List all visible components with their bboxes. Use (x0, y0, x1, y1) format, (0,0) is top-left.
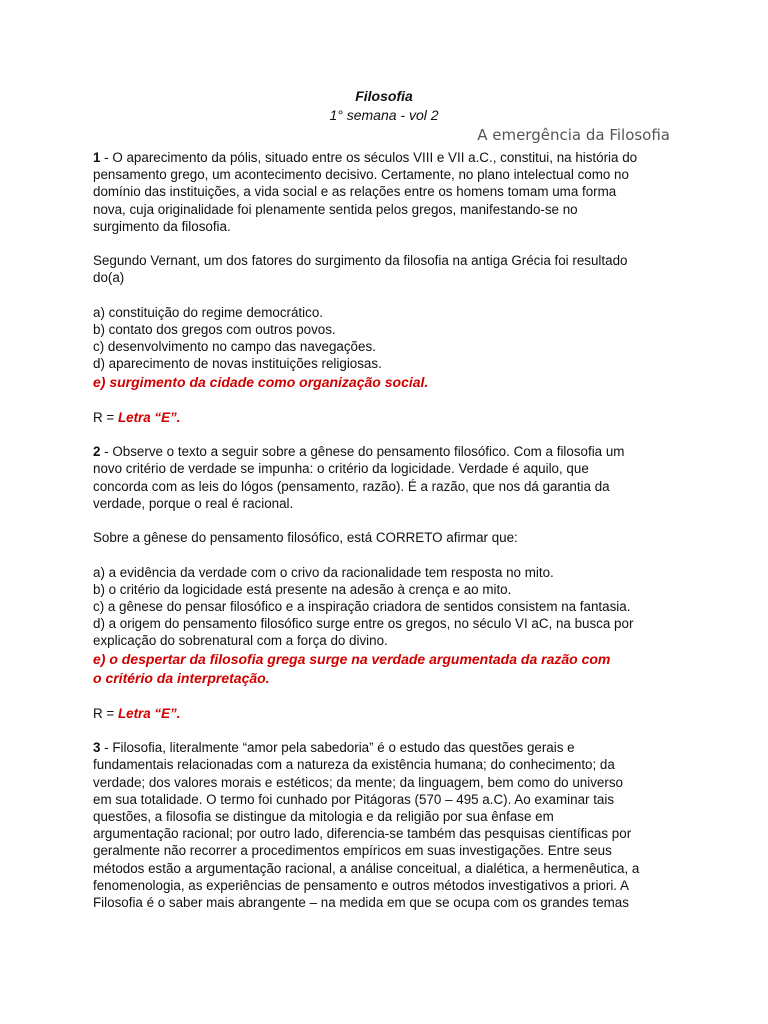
page-subtitle: 1° semana - vol 2 (329, 107, 439, 123)
q2-text-line: 2 - Observe o texto a seguir sobre a gênese do pensamento filosófico. Com a filosofia um (93, 444, 625, 460)
q1-text-line: surgimento da filosofia. (93, 218, 231, 234)
q1-text-line: pensamento grego, um acontecimento decisivo. Certamente, no plano intelectual como no (93, 167, 629, 183)
q1-option-a: a) constituição do regime democrático. (93, 304, 323, 320)
q3-text-line: métodos estão a argumentação racional, a análise conceitual, a dialética, a hermenêutica, a (93, 860, 640, 876)
q3-text-line: em sua totalidade. O termo foi cunhado por Pitágoras (570 – 495 a.C). Ao examinar tais (93, 791, 615, 807)
q3-number: 3 (93, 740, 101, 756)
q2-option-a: a) a evidência da verdade com o crivo da racionalidade tem resposta no mito. (93, 564, 554, 580)
question-1 (93, 149, 681, 443)
q2-response: R = Letra “E”. (93, 705, 181, 721)
q2-number: 2 (93, 444, 101, 460)
q3-text-line: verdade; dos valores morais e estéticos; da mente; da linguagem, bem como do universo (93, 774, 623, 790)
q1-option-c: c) desenvolvimento no campo das navegações. (93, 339, 376, 355)
q1-prompt-line: Segundo Vernant, um dos fatores do surgimento da filosofia na antiga Grécia foi resultado (93, 253, 628, 269)
q1-response: R = Letra “E”. (93, 409, 181, 425)
question-3 (93, 739, 681, 911)
q1-text-line: nova, cuja originalidade foi plenamente sentida pelos gregos, manifestando-se no (93, 201, 578, 217)
document-body (93, 149, 681, 911)
q3-text-line: argumentação racional; por outro lado, diferencia-se também das pesquisas científicas por (93, 826, 632, 842)
q1-correct-answer: e) surgimento da cidade como organização social. (93, 373, 429, 390)
q1-prompt-line: do(a) (93, 270, 125, 286)
q2-correct-answer-cont: o critério da interpretação. (93, 669, 270, 686)
q2-option-b: b) o critério da logicidade está presente na adesão à crença e ao mito. (93, 581, 512, 597)
q1-option-b: b) contato dos gregos com outros povos. (93, 322, 336, 337)
q2-option-c: c) a gênese do pensar filosófico e a inspiração criadora de sentidos consistem na fantasia. (93, 598, 631, 614)
q3-text-line: questões, a filosofia se distingue da mitologia e da religião por sua ênfase em (93, 808, 554, 824)
q3-text-line: 3 - Filosofia, literalmente “amor pela sabedoria” é o estudo das questões gerais e (93, 740, 575, 756)
q3-text-line: Filosofia é o saber mais abrangente – na medida em que se ocupa com os grandes temas (93, 895, 629, 910)
q2-option-d: d) a origem do pensamento filosófico surge entre os gregos, no século VI aC, na busca por (93, 616, 634, 632)
q2-text-line: novo critério de verdade se impunha: o critério da logicidade. Verdade é aquilo, que (93, 461, 589, 477)
q2-text-line: verdade, porque o real é racional. (93, 495, 294, 511)
page-title: Filosofia (355, 88, 413, 104)
q2-correct-answer: e) o despertar da filosofia grega surge na verdade argumentada da razão com (93, 650, 611, 667)
question-2 (93, 443, 681, 739)
q2-option-d-cont: explicação do sobrenatural com a força do divino. (93, 633, 388, 649)
section-heading: A emergência da Filosofia (477, 126, 670, 144)
q3-text-line: fundamentais relacionadas com a natureza da existência humana; do conhecimento; da (93, 757, 615, 773)
q1-option-d: d) aparecimento de novas instituições religiosas. (93, 356, 382, 372)
q3-text-line: geralmente não recorrer a procedimentos empíricos em suas investigações. Entre seus (93, 843, 612, 859)
q1-response-letter: Letra “E”. (117, 409, 181, 425)
q2-text-line: concorda com as leis do lógos (pensamento, razão). É a razão, que nos dá garantia da (93, 478, 610, 494)
q2-response-letter: Letra “E”. (117, 705, 181, 721)
q1-text-line: 1 - O aparecimento da pólis, situado entre os séculos VIII e VII a.C., constitui, na história do (93, 150, 638, 165)
q1-number: 1 (93, 150, 101, 165)
q2-prompt-line: Sobre a gênese do pensamento filosófico, está CORRETO afirmar que: (93, 530, 518, 546)
q3-text-line: fenomenologia, as experiências de pensamento e outros métodos investigativos a priori. A (93, 877, 629, 893)
q1-text-line: domínio das instituições, a vida social e as relações entre os homens tomam uma forma (93, 184, 617, 200)
